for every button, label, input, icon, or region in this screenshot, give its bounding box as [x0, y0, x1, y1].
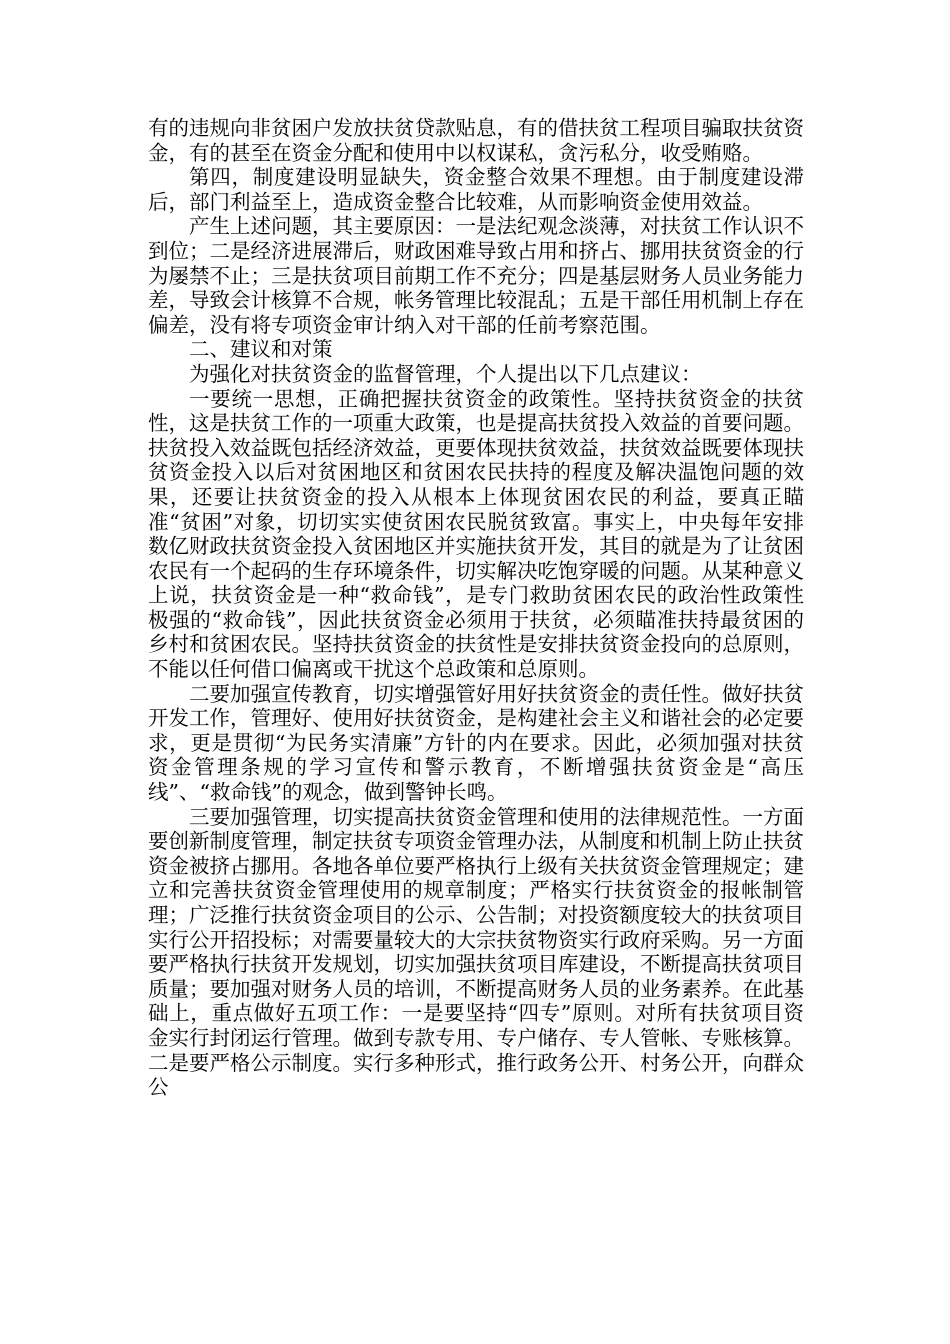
paragraph-suggestion-2: 二要加强宣传教育，切实增强管好用好扶贫资金的责任性。做好扶贫开发工作，管理好、使用好扶贫资金，是构建社会主义和谐社会的必定要求，更是贯彻“为民务实清廉”方针的内在要求。因此，必须加强对扶贫资金管理条规的学习宣传和警示教育，不断增强扶贫资金是“高压线”、“救命钱”的观念，做到警钟长鸣。: [148, 681, 804, 805]
paragraph-causes: 产生上述问题，其主要原因：一是法纪观念淡薄，对扶贫工作认识不到位；二是经济进展滞后，财政困难导致占用和挤占、挪用扶贫资金的行为屡禁不止；三是扶贫项目前期工作不充分；四是基层财务人员业务能力差，导致会计核算不合规，帐务管理比较混乱；五是干部任用机制上存在偏差，没有将专项资金审计纳入对干部的任前考察范围。: [148, 214, 804, 337]
paragraph-continuation: 有的违规向非贫困户发放扶贫贷款贴息，有的借扶贫工程项目骗取扶贫资金，有的甚至在资金分配和使用中以权谋私，贪污私分，收受贿赂。: [148, 116, 804, 165]
paragraph-suggestion-1: 一要统一思想，正确把握扶贫资金的政策性。坚持扶贫资金的扶贫性，这是扶贫工作的一项重大政策，也是提高扶贫投入效益的首要问题。扶贫投入效益既包括经济效益，更要体现扶贫效益，扶贫效益既要体现扶贫资金投入以后对贫困地区和贫困农民扶持的程度及解决温饱问题的效果，还要让扶贫资金的投入从根本上体现贫困农民的利益，要真正瞄准“贫困”对象，切切实实使贫困农民脱贫致富。事实上，中央每年安排数亿财政扶贫资金投入贫困地区并实施扶贫开发，其目的就是为了让贫困农民有一个起码的生存环境条件，切实解决吃饱穿暖的问题。从某种意义上说，扶贫资金是一种“救命钱”，是专门救助贫困农民的政治性政策性极强的“救命钱”，因此扶贫资金必须用于扶贫，必须瞄准扶持最贫困的乡村和贫困农民。坚持扶贫资金的扶贫性是安排扶贫资金投向的总原则，不能以任何借口偏离或干扰这个总政策和总原则。: [148, 386, 804, 682]
paragraph-suggestion-3: 三要加强管理，切实提高扶贫资金管理和使用的法律规范性。一方面要创新制度管理，制定扶贫专项资金管理办法，从制度和机制上防止扶贫资金被挤占挪用。各地各单位要严格执行上级有关扶贫资金管理规定；建立和完善扶贫资金管理使用的规章制度；严格实行扶贫资金的报帐制管理；广泛推行扶贫资金项目的公示、公告制；对投资额度较大的扶贫项目实行公开招投标；对需要量较大的大宗扶贫物资实行政府采购。另一方面要严格执行扶贫开发规划，切实加强扶贫项目库建设，不断提高扶贫项目质量；要加强对财务人员的培训，不断提高财务人员的业务素养。在此基础上，重点做好五项工作：一是要坚持“四专”原则。对所有扶贫项目资金实行封闭运行管理。做到专款专用、专户储存、专人管帐、专账核算。二是要严格公示制度。实行多种形式，推行政务公开、村务公开，向群众公: [148, 804, 804, 1100]
paragraph-fourth-problem: 第四，制度建设明显缺失，资金整合效果不理想。由于制度建设滞后，部门利益至上，造成资金整合比较难，从而影响资金使用效益。: [148, 165, 804, 214]
paragraph-intro: 为强化对扶贫资金的监督管理，个人提出以下几点建议：: [189, 361, 702, 386]
document-body: [148, 116, 804, 1100]
section-heading: 二、建议和对策: [189, 337, 333, 362]
